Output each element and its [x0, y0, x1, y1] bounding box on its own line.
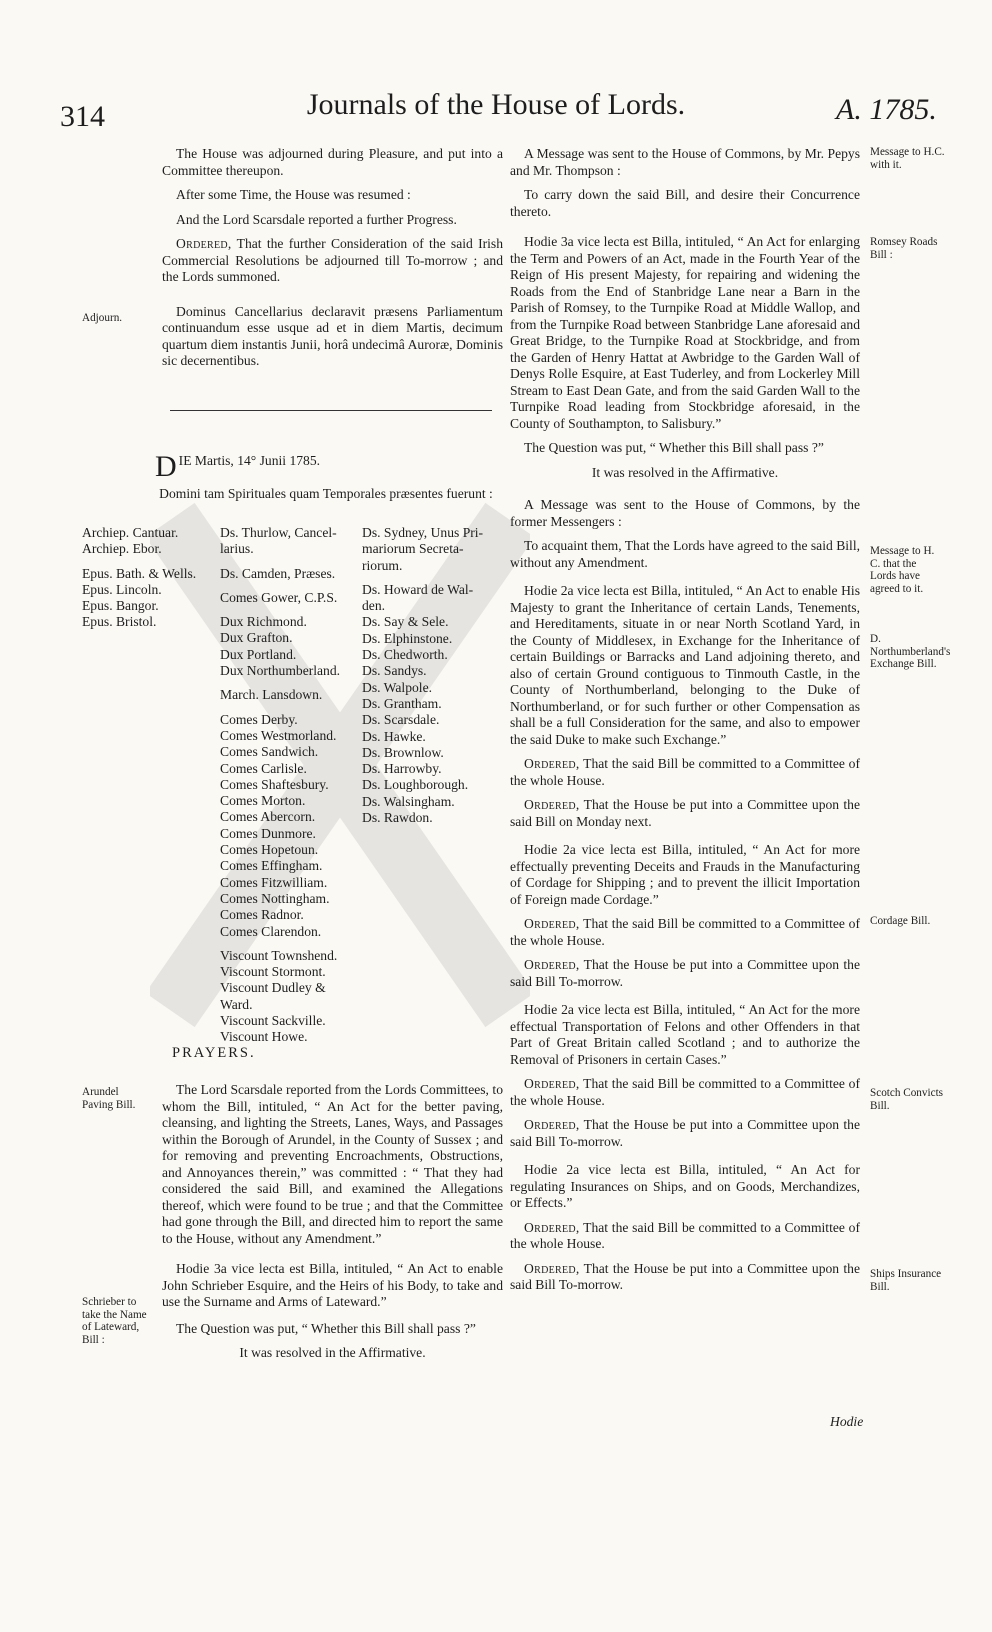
lord-name: Epus. Lincoln.: [82, 581, 162, 597]
paragraph: Hodie 2a vice lecta est Billa, intituled, “ An Act for regulating Insurances on Ships, and on Goods, Merchandizes, or Effects.”: [510, 1162, 860, 1210]
lord-name: Ds. Hawke.: [362, 728, 426, 744]
lord-name: Comes Clarendon.: [220, 923, 322, 939]
ordered-label: Ordered,: [524, 756, 580, 771]
paragraph-text: That the said Bill be committed to a Committee of the whole House.: [510, 1219, 860, 1251]
margin-note: Cordage Bill.: [870, 915, 931, 927]
margin-note: Message to H. C. that the Lords have agreed to it.: [870, 545, 935, 595]
ordered-label: Ordered,: [524, 1260, 580, 1276]
question: The Question was put, “ Whether this Bill shall pass ?”: [524, 440, 824, 455]
paragraph: A Message was sent to the House of Commons, by the former Messengers :: [510, 497, 860, 529]
sitting-date-text: IE Martis, 14° Junii 1785.: [178, 453, 321, 468]
page-title: Journals of the House of Lords.: [306, 88, 686, 121]
paragraph: [510, 1076, 860, 1109]
section-divider: [170, 410, 492, 411]
margin-note: Message to H.C. with it.: [870, 146, 945, 171]
lord-name: Comes Derby.: [220, 711, 298, 727]
lords-list-barons: [362, 525, 483, 826]
paragraph: And the Lord Scarsdale reported a further Progress.: [176, 211, 457, 227]
lord-name: Ds. Sandys.: [362, 663, 427, 679]
lord-name: Comes Carlisle.: [220, 760, 307, 776]
ordered-label: Ordered,: [176, 236, 232, 251]
lord-name: Comes Radnor.: [220, 907, 304, 923]
margin-note: Ships Insurance Bill.: [870, 1268, 942, 1293]
paragraph: Dominus Cancellarius declaravit præsens Parliamentum continuandum esse usque ad et in diem Martis, decimum quartum diem instantis Junii, horâ undecimâ Auroræ, Dominis sic decernentibus.: [162, 303, 503, 368]
left-column: [162, 146, 503, 378]
lord-name: Comes Hopetoun.: [220, 842, 319, 858]
lord-name: Ds. Chedworth.: [362, 647, 448, 663]
paragraph: A Message was sent to the House of Commons, by Mr. Pepys and Mr. Thompson :: [510, 146, 860, 178]
list-gap: [220, 704, 340, 712]
paragraph: To carry down the said Bill, and desire their Concurrence thereto.: [510, 187, 860, 219]
paragraph: [510, 957, 860, 990]
lord-name: Comes Abercorn.: [220, 809, 316, 825]
lord-name: Ds. Howard de Wal-: [362, 581, 474, 597]
lord-name: larius.: [220, 541, 254, 557]
paragraph: Hodie 2a vice lecta est Billa, intituled, “ An Act for the more effectual Transportation of Felons and other Offenders in that Part of Great Britain called Scotland ; and to authorize the Removal of Prisoners in certain Cases.”: [510, 1002, 860, 1067]
lord-name: Comes Effingham.: [220, 858, 323, 874]
sitting-date: [155, 452, 505, 482]
lord-name: Ds. Walsingham.: [362, 793, 455, 809]
lord-name: Ds. Brownlow.: [362, 744, 444, 760]
lord-name: Ds. Sydney, Unus Pri-: [362, 525, 484, 540]
lord-name: Comes Gower, C.P.S.: [220, 589, 338, 605]
paragraph-text: That the said Bill be committed to a Committee of the whole House.: [510, 916, 860, 948]
lord-name: Epus. Bristol.: [82, 614, 157, 630]
lord-name: Comes Morton.: [220, 793, 306, 809]
ordered-label: Ordered,: [524, 1076, 580, 1091]
lord-name: Epus. Bath. & Wells.: [82, 565, 197, 581]
lord-name: riorum.: [362, 557, 403, 573]
lord-name: Archiep. Cantuar.: [82, 525, 179, 540]
paragraph: [510, 1117, 860, 1150]
lord-name: Comes Sandwich.: [220, 744, 319, 760]
lord-name: den.: [362, 598, 386, 614]
paragraph: The Lord Scarsdale reported from the Lords Committees, to whom the Bill, intituled, “ An Act for the better paving, cleansing, and lighting the Streets, Lanes, Ways, and Passages within the Borough of Arundel, in the County of Sussex ; and for removing and preventing Encroachments, Obstructions, and Annoyances therein,” was committed : “ That they had considered the said Bill, and examined the Allegations thereof, which were found to be true ; and that the Committee had gone through the Bill, and directed him to report the same to the House, without any Amendment.”: [162, 1082, 503, 1246]
margin-note: Scotch Convicts Bill.: [870, 1087, 944, 1112]
ordered-label: Ordered,: [524, 797, 580, 812]
lord-name: Ds. Scarsdale.: [362, 712, 440, 728]
lord-name: Viscount Stormont.: [220, 964, 326, 980]
paragraph-text: That the House be put into a Committee upon the said Bill To-morrow.: [510, 1117, 860, 1149]
paragraph: [510, 756, 860, 789]
right-column: [510, 146, 860, 1302]
lord-name: Ds. Loughborough.: [362, 777, 469, 793]
lord-name: Ds. Grantham.: [362, 695, 442, 711]
lord-name: Ds. Say & Sele.: [362, 614, 449, 630]
paragraph: [162, 236, 503, 286]
lord-name: Ward.: [220, 996, 253, 1012]
page-year: A. 1785.: [836, 93, 937, 126]
margin-note: Arundel Paving Bill.: [82, 1086, 136, 1111]
paragraph-text: That the said Bill be committed to a Committee of the whole House.: [510, 1076, 860, 1108]
paragraph: [510, 797, 860, 830]
list-gap: [220, 558, 340, 566]
paragraph-text: That the House be put into a Committee upon the said Bill To-morrow.: [510, 1260, 860, 1292]
lords-list-spiritual: [82, 525, 196, 631]
lord-name: Ds. Walpole.: [362, 679, 433, 695]
lord-name: Comes Westmorland.: [220, 727, 337, 743]
list-gap: [220, 606, 340, 614]
lord-name: Ds. Elphinstone.: [362, 630, 453, 646]
lord-name: Ds. Harrowby.: [362, 761, 442, 777]
lord-name: Epus. Bangor.: [82, 598, 159, 614]
ordered-label: Ordered,: [524, 1219, 580, 1235]
paragraph: To acquaint them, That the Lords have agreed to the said Bill, without any Amendment.: [510, 538, 860, 570]
paragraph: Hodie 2a vice lecta est Billa, intituled, “ An Act to enable His Majesty to grant the Inheritance of certain Lands, Tenements, and Hereditaments, situate in or near North Scotland Yard, in the County of Middlesex, in Exchange for the Inheritance of certain Buildings or Barracks and Land adjoining thereto, and also of certain Ground contiguous to Tinmouth Castle, in the County of Northumberland, belonging to the Duke of Northumberland, or for such further or other Compensation as shall be a full Consideration for the same, and also to empower the said Duke to make such Exchange.”: [510, 583, 860, 747]
lords-list-temporal: [220, 525, 340, 1046]
paragraph-text: That the House be put into a Committee upon the said Bill To-morrow.: [510, 957, 860, 989]
margin-note: Romsey Roads Bill :: [870, 236, 938, 261]
margin-note: Adjourn.: [82, 312, 123, 324]
lord-name: Dux Northumberland.: [220, 663, 341, 679]
list-gap: [220, 582, 340, 590]
lord-name: Dux Grafton.: [220, 630, 293, 646]
margin-note: Schrieber to take the Name of Lateward, Bill :: [82, 1296, 147, 1346]
list-gap: [220, 679, 340, 687]
lord-name: mariorum Secreta-: [362, 541, 464, 557]
lord-name: Ds. Camden, Præses.: [220, 565, 336, 581]
list-gap: [220, 940, 340, 948]
lord-name: Dux Portland.: [220, 646, 297, 662]
lord-name: Comes Nottingham.: [220, 890, 330, 906]
ordered-label: Ordered,: [524, 916, 580, 931]
drop-cap: D: [155, 450, 177, 483]
lord-name: Ds. Thurlow, Cancel-: [220, 525, 337, 540]
page-number: 314: [60, 100, 105, 133]
list-gap: [362, 574, 483, 582]
lord-name: Archiep. Ebor.: [82, 541, 162, 557]
catchword: Hodie: [830, 1414, 864, 1429]
lord-name: Comes Shaftesbury.: [220, 776, 329, 792]
paragraph-text: That the further Consideration of the said Irish Commercial Resolutions be adjourned till To-morrow ; and the Lords summoned.: [162, 236, 504, 284]
lord-name: Dux Richmond.: [220, 614, 307, 630]
resolved: It was resolved in the Affirmative.: [591, 464, 779, 480]
paragraph-text: That the House be put into a Committee upon the said Bill on Monday next.: [510, 797, 860, 829]
resolved: It was resolved in the Affirmative.: [239, 1345, 426, 1360]
question: The Question was put, “ Whether this Bill shall pass ?”: [176, 1320, 476, 1336]
paragraph: [510, 916, 860, 949]
paragraph: Hodie 3a vice lecta est Billa, intituled, “ An Act for enlarging the Term and Powers of an Act, made in the Fourth Year of the Reign of His present Majesty, for repairing and widening the Roads from the End of Stanbridge Lane near a Barn in the Parish of Romsey, to the Turnpike Road at Middle Wallop, and from the Turnpike Road between Stanbridge Lane aforesaid and Great Bridge, to the Turnpike Road at Stockbridge, and from the Garden of Henry Hattat at Awbridge to the Garden Wall of Denys Rolle Esquire, at East Tuderley, and from Lockerley Mill Stream to East Dean Gate, and from the said Garden Wall to the Turnpike Road leading from Stockbridge aforesaid, in the County of Southampton, to Salisbury.”: [510, 234, 860, 431]
lord-name: Comes Dunmore.: [220, 825, 316, 841]
margin-note: D. Northumberland's Exchange Bill.: [870, 633, 951, 670]
paragraph: The House was adjourned during Pleasure, and put into a Committee thereupon.: [162, 146, 503, 178]
lord-name: Viscount Townshend.: [220, 947, 338, 963]
lord-name: Viscount Dudley &: [220, 980, 326, 996]
paragraph: Hodie 3a vice lecta est Billa, intituled, “ An Act to enable John Schrieber Esquire, and the Heirs of his Body, to take and use the Surname and Arms of Lateward.”: [162, 1261, 503, 1309]
list-gap: [82, 558, 196, 566]
paragraph: After some Time, the House was resumed :: [176, 187, 411, 202]
lord-name: Viscount Sackville.: [220, 1013, 326, 1029]
domini-heading: Domini tam Spirituales quam Temporales præsentes fuerunt :: [159, 486, 493, 501]
paragraph: [510, 1261, 860, 1294]
lord-name: Comes Fitzwilliam.: [220, 874, 328, 890]
ordered-label: Ordered,: [524, 957, 580, 972]
lord-name: Viscount Howe.: [220, 1029, 308, 1045]
prayers-heading: PRAYERS.: [172, 1045, 256, 1061]
arundel-report: [162, 1082, 503, 1370]
ordered-label: Ordered,: [524, 1117, 580, 1132]
paragraph: [510, 1220, 860, 1253]
paragraph: Hodie 2a vice lecta est Billa, intituled, “ An Act for more effectually preventing Deceits and Frauds in the Manufacturing of Cordage for Shipping ; and to prevent the illicit Importation of Foreign made Cordage.”: [510, 842, 860, 907]
lord-name: March. Lansdown.: [220, 687, 323, 703]
lord-name: Ds. Rawdon.: [362, 810, 433, 826]
paragraph-text: That the said Bill be committed to a Committee of the whole House.: [510, 756, 860, 788]
